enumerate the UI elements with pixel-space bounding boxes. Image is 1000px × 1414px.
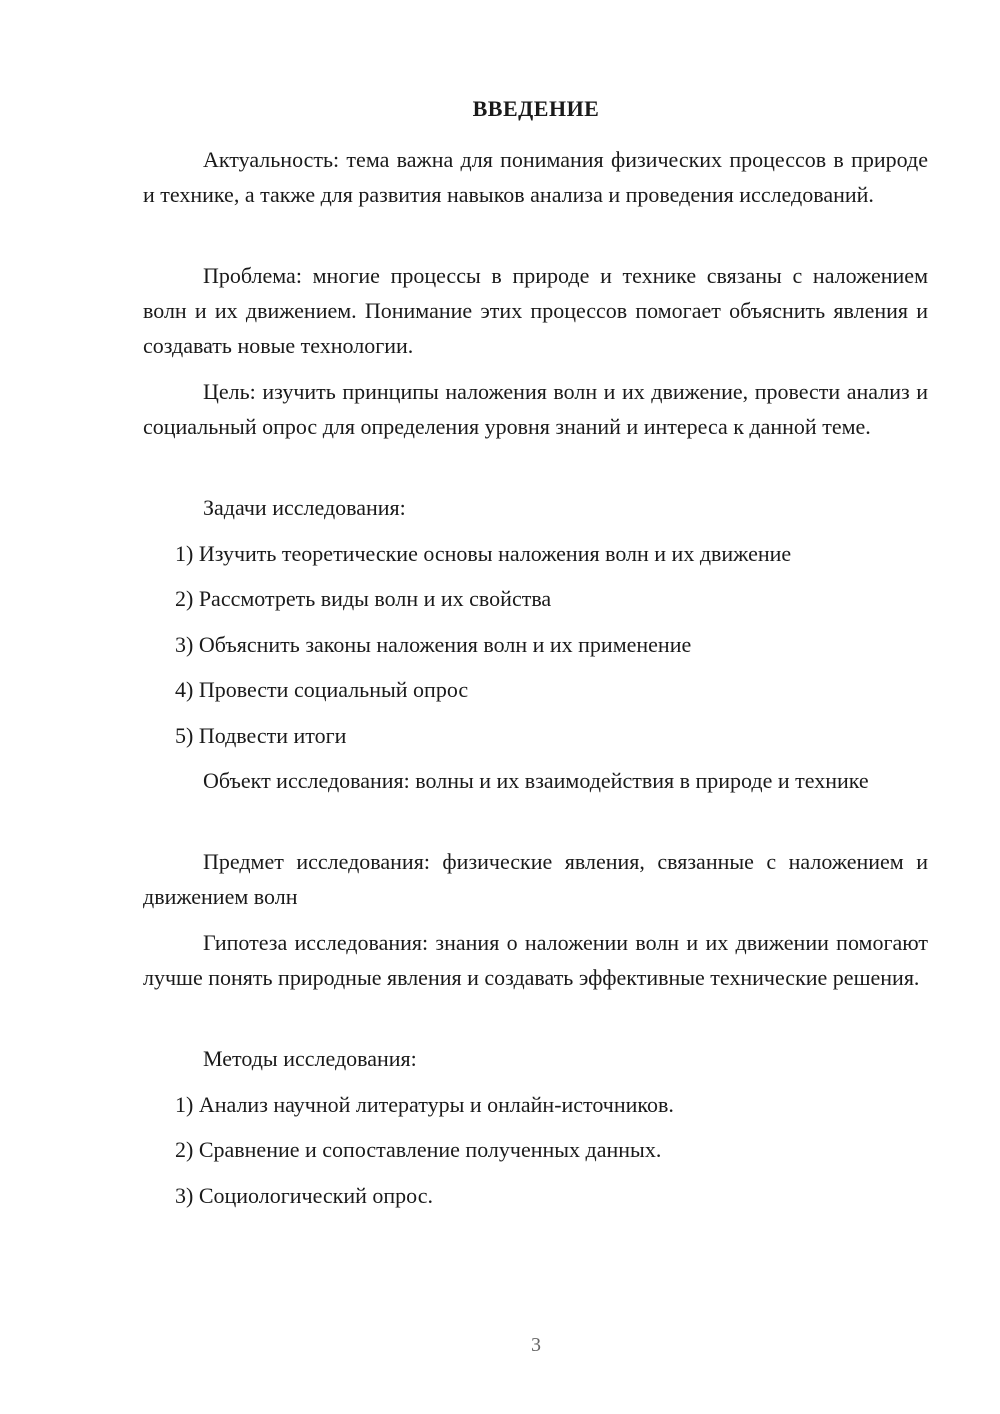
tasks-title: Задачи исследования: bbox=[203, 495, 406, 520]
task-list-item: 3) Объяснить законы наложения волн и их применение bbox=[175, 632, 692, 657]
task-list-item: 4) Провести социальный опрос bbox=[175, 677, 469, 702]
task-list-item: 2) Рассмотреть виды волн и их свойства bbox=[175, 586, 552, 611]
task-list-item: 5) Подвести итоги bbox=[175, 723, 347, 748]
paragraph-goal: Цель: изучить принципы наложения волн и их движение, провести анализ и социальный опрос для определения уровня знаний и интереса к данной теме. bbox=[143, 379, 928, 439]
methods-title: Методы исследования: bbox=[203, 1046, 417, 1071]
method-list-item: 1) Анализ научной литературы и онлайн-источников. bbox=[175, 1092, 674, 1117]
section-heading: ВВЕДЕНИЕ bbox=[472, 96, 600, 121]
paragraph-relevance: Актуальность: тема важна для понимания физических процессов в природе и технике, а также для развития навыков анализа и проведения исследований. bbox=[143, 147, 928, 207]
method-list-item: 2) Сравнение и сопоставление полученных данных. bbox=[175, 1137, 662, 1162]
paragraph-object: Объект исследования: волны и их взаимодействия в природе и технике bbox=[203, 768, 869, 793]
method-list-item: 3) Социологический опрос. bbox=[175, 1183, 433, 1208]
paragraph-subject: Предмет исследования: физические явления, связанные с наложением и движением волн bbox=[143, 849, 928, 909]
paragraph-hypothesis: Гипотеза исследования: знания о наложении волн и их движении помогают лучше понять природные явления и создавать эффективные технические решения. bbox=[143, 930, 928, 990]
page-number: 3 bbox=[531, 1334, 541, 1356]
paragraph-problem: Проблема: многие процессы в природе и технике связаны с наложением волн и их движением. Понимание этих процессов помогает объяснить явления и создавать новые технологии. bbox=[143, 263, 928, 358]
task-list-item: 1) Изучить теоретические основы наложения волн и их движение bbox=[175, 541, 792, 566]
